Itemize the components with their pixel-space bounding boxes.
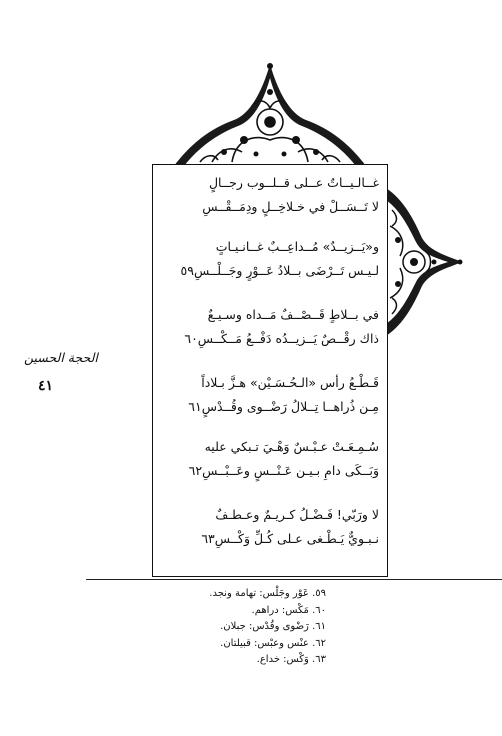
- verse-line: مِـن ذُراهــا تِــلالُ رَضْــوى وقُــدْسٍ٦١: [188, 399, 379, 414]
- verse-line: نـبـويٌّ يَـطْـغى عـلى كُـلِّ وَكْــسِ٦٣: [201, 531, 379, 546]
- verse-line: لا تَــسَــلْ في خـلاخِــلٍ ودِمَــقْــسِ: [202, 199, 379, 214]
- verse-line: غــالـيــاتٌ عــلى قــلــوب رجــالٍ: [208, 175, 379, 190]
- top-arabesque-ornament: [172, 62, 368, 166]
- footnote: ٦٠. مَكْس: دراهم.: [251, 604, 326, 616]
- stanza: [161, 503, 379, 551]
- verse-line: وَبَــكَى دامِ بـيـن عَـنْــسٍ وعَــبْــسِ٦٢: [188, 463, 379, 478]
- page-number: ٤١: [38, 378, 54, 394]
- stanza: [161, 235, 379, 283]
- stanza: [161, 435, 379, 483]
- footnote: ٦١. رَضْوى وقُدْس: جبلان.: [220, 621, 326, 632]
- footnote: ٥٩. عَوْر وجَلْس: تهامة ونجد.: [209, 588, 326, 599]
- verse-line: سُـمِـعَـتْ عـبْـسٌ وَهْـيَ تـبكي عليه: [204, 439, 379, 454]
- verse-line: قَـطْـعُ رأس «الـحُـسَـيْن» هـزَّ بـلاداً: [201, 375, 379, 390]
- verse-line: و«يَــزيــدٌ» مُــداعِــبٌ غــانـيـاتٍ: [215, 239, 379, 254]
- footnotes: [209, 586, 326, 669]
- stanza: [161, 371, 379, 419]
- verse-line: لا ورَبّي! فَـضْـلُ كـريـمٌ وعـطـفٌ: [215, 507, 379, 522]
- verse-line: ذاك رقْــصٌ يَــزيــدُه دَفْــعُ مَــكْــسِ٦٠: [184, 331, 379, 346]
- footnote-separator: [86, 579, 502, 580]
- running-book-title: الحجة الحسين: [24, 350, 98, 365]
- stanza: [161, 171, 379, 219]
- verse-line: لـيـس تَــرْضَى بــلادُ عَــوْرٍ وجَــلْــسِ٥٩: [180, 263, 379, 278]
- verse-line: في بــلاطٍ قَــصْــفٌ مَــداه وسـيـعٌ: [207, 307, 379, 322]
- footnote: ٦٢. عنْس وعبْس: قبيلتان.: [220, 637, 326, 649]
- poem-frame: [152, 164, 388, 577]
- footnote: ٦٣. وَكْس: خداع.: [256, 654, 326, 665]
- stanza: [161, 303, 379, 351]
- side-arabesque-ornament: [386, 186, 464, 338]
